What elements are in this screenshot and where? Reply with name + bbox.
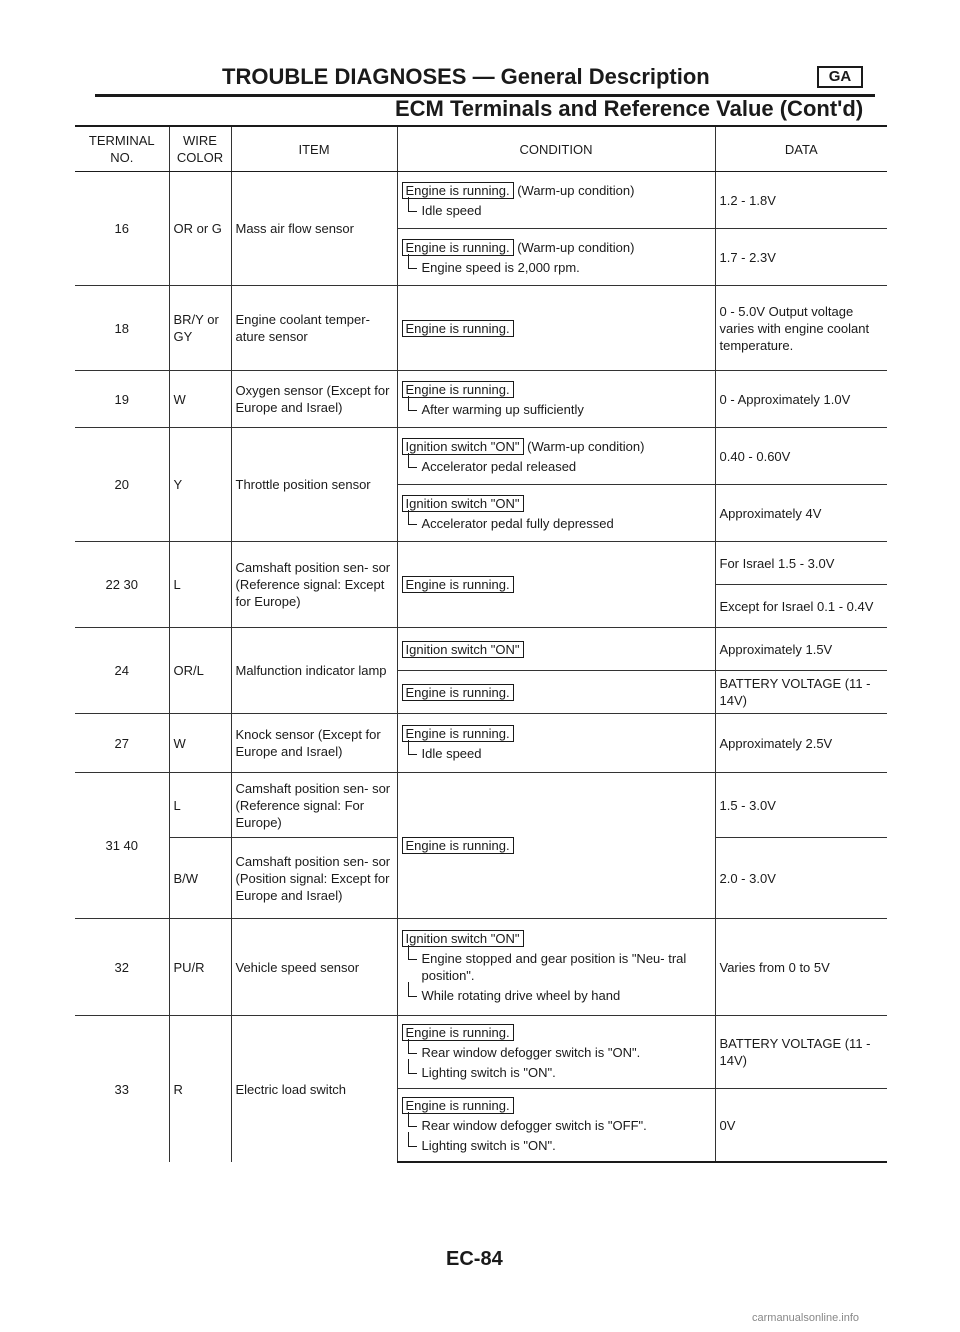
item-cell: Oxygen sensor (Except for Europe and Israel) [231,371,397,428]
data-cell: 1.7 - 2.3V [715,229,887,286]
item-cell: Mass air flow sensor [231,172,397,286]
ecm-reference-table [75,127,887,1163]
condition-cell: Engine is running. After warming up sufficiently [397,371,715,428]
wire-cell: L [169,542,231,628]
condition-cell: Engine is running. (Warm-up condition) Engine speed is 2,000 rpm. [397,229,715,286]
wire-cell: PU/R [169,919,231,1016]
data-cell: 1.5 - 3.0V [715,773,887,838]
terminal-cell: 27 [75,714,169,773]
data-cell: Varies from 0 to 5V [715,919,887,1016]
terminal-cell: 16 [114,221,129,236]
wire-cell: L [169,773,231,838]
table-row [75,542,887,585]
data-cell: Approximately 4V [715,485,887,542]
col-item: ITEM [231,127,397,172]
wire-cell: W [169,371,231,428]
condition-cell: Engine is running. Idle speed [397,714,715,773]
table-row [75,172,887,229]
table-row [75,773,887,838]
item-cell: Camshaft position sen- sor (Reference signal: For Europe) [231,773,397,838]
data-cell: 0 - Approximately 1.0V [715,371,887,428]
wire-cell: OR/L [169,628,231,714]
condition-cell: Engine is running. [397,671,715,714]
condition-cell: Engine is running. (Warm-up condition) Idle speed [397,172,715,229]
condition-cell: Ignition switch "ON" Engine stopped and gear position is "Neu- tral position". While rotating drive wheel by hand [397,919,715,1016]
table-row [75,714,887,773]
wire-cell: R [169,1016,231,1163]
table-header-row [75,127,887,172]
wire-cell: OR or G [169,172,231,286]
section-badge: GA [817,66,863,88]
wire-cell: BR/Y or GY [169,286,231,371]
condition-cell: Engine is running. [397,773,715,919]
data-cell: BATTERY VOLTAGE (11 - 14V) [715,671,887,714]
item-cell: Camshaft position sen- sor (Reference signal: Except for Europe) [231,542,397,628]
item-cell: Electric load switch [231,1016,397,1163]
wire-cell: W [169,714,231,773]
col-condition: CONDITION [397,127,715,172]
col-terminal: TERMINAL NO. [75,127,169,172]
page-subtitle: ECM Terminals and Reference Value (Cont'd) [395,96,864,121]
data-cell: 0 - 5.0V Output voltage varies with engine coolant temperature. [715,286,887,371]
table-row [75,628,887,671]
item-cell: Vehicle speed sensor [231,919,397,1016]
condition-cell: Engine is running. [397,286,715,371]
data-cell: 0V [715,1089,887,1163]
data-cell: 2.0 - 3.0V [715,838,887,919]
data-cell: For Israel 1.5 - 3.0V [715,542,887,585]
page-title: TROUBLE DIAGNOSES — General Description [222,64,710,89]
item-cell: Malfunction indicator lamp [231,628,397,714]
terminal-cell: 18 [75,286,169,371]
watermark: carmanualsonline.info [752,1312,860,1324]
table-row [75,1016,887,1089]
terminal-cell: 19 [75,371,169,428]
terminal-cell: 32 [75,919,169,1016]
terminal-cell: 24 [75,628,169,714]
data-cell: 0.40 - 0.60V [715,428,887,485]
item-cell: Throttle position sensor [231,428,397,542]
data-cell: Approximately 1.5V [715,628,887,671]
item-cell: Knock sensor (Except for Europe and Israel) [231,714,397,773]
item-cell: Engine coolant temper- ature sensor [231,286,397,371]
condition-cell: Engine is running. [397,542,715,628]
condition-cell: Ignition switch "ON" Accelerator pedal fully depressed [397,485,715,542]
terminal-cell: 20 [75,428,169,542]
table-row [75,919,887,1016]
data-cell: 1.2 - 1.8V [715,172,887,229]
condition-cell: Ignition switch "ON" (Warm-up condition) Accelerator pedal released [397,428,715,485]
data-cell: BATTERY VOLTAGE (11 - 14V) [715,1016,887,1089]
table-row [75,286,887,371]
col-wire-color: WIRE COLOR [169,127,231,172]
table-row [75,371,887,428]
terminal-cell: 31 40 [75,773,169,919]
col-data: DATA [715,127,887,172]
terminal-cell: 33 [75,1016,169,1163]
data-cell: Except for Israel 0.1 - 0.4V [715,585,887,628]
page-number: EC-84 [446,1248,503,1270]
table-row [75,428,887,485]
wire-cell: Y [169,428,231,542]
item-cell: Camshaft position sen- sor (Position signal: Except for Europe and Israel) [231,838,397,919]
terminal-cell: 22 30 [75,542,169,628]
condition-cell: Engine is running. Rear window defogger switch is "ON". Lighting switch is "ON". [397,1016,715,1089]
condition-cell: Ignition switch "ON" [397,628,715,671]
wire-cell: B/W [169,838,231,919]
condition-cell: Engine is running. Rear window defogger switch is "OFF". Lighting switch is "ON". [397,1089,715,1163]
data-cell: Approximately 2.5V [715,714,887,773]
